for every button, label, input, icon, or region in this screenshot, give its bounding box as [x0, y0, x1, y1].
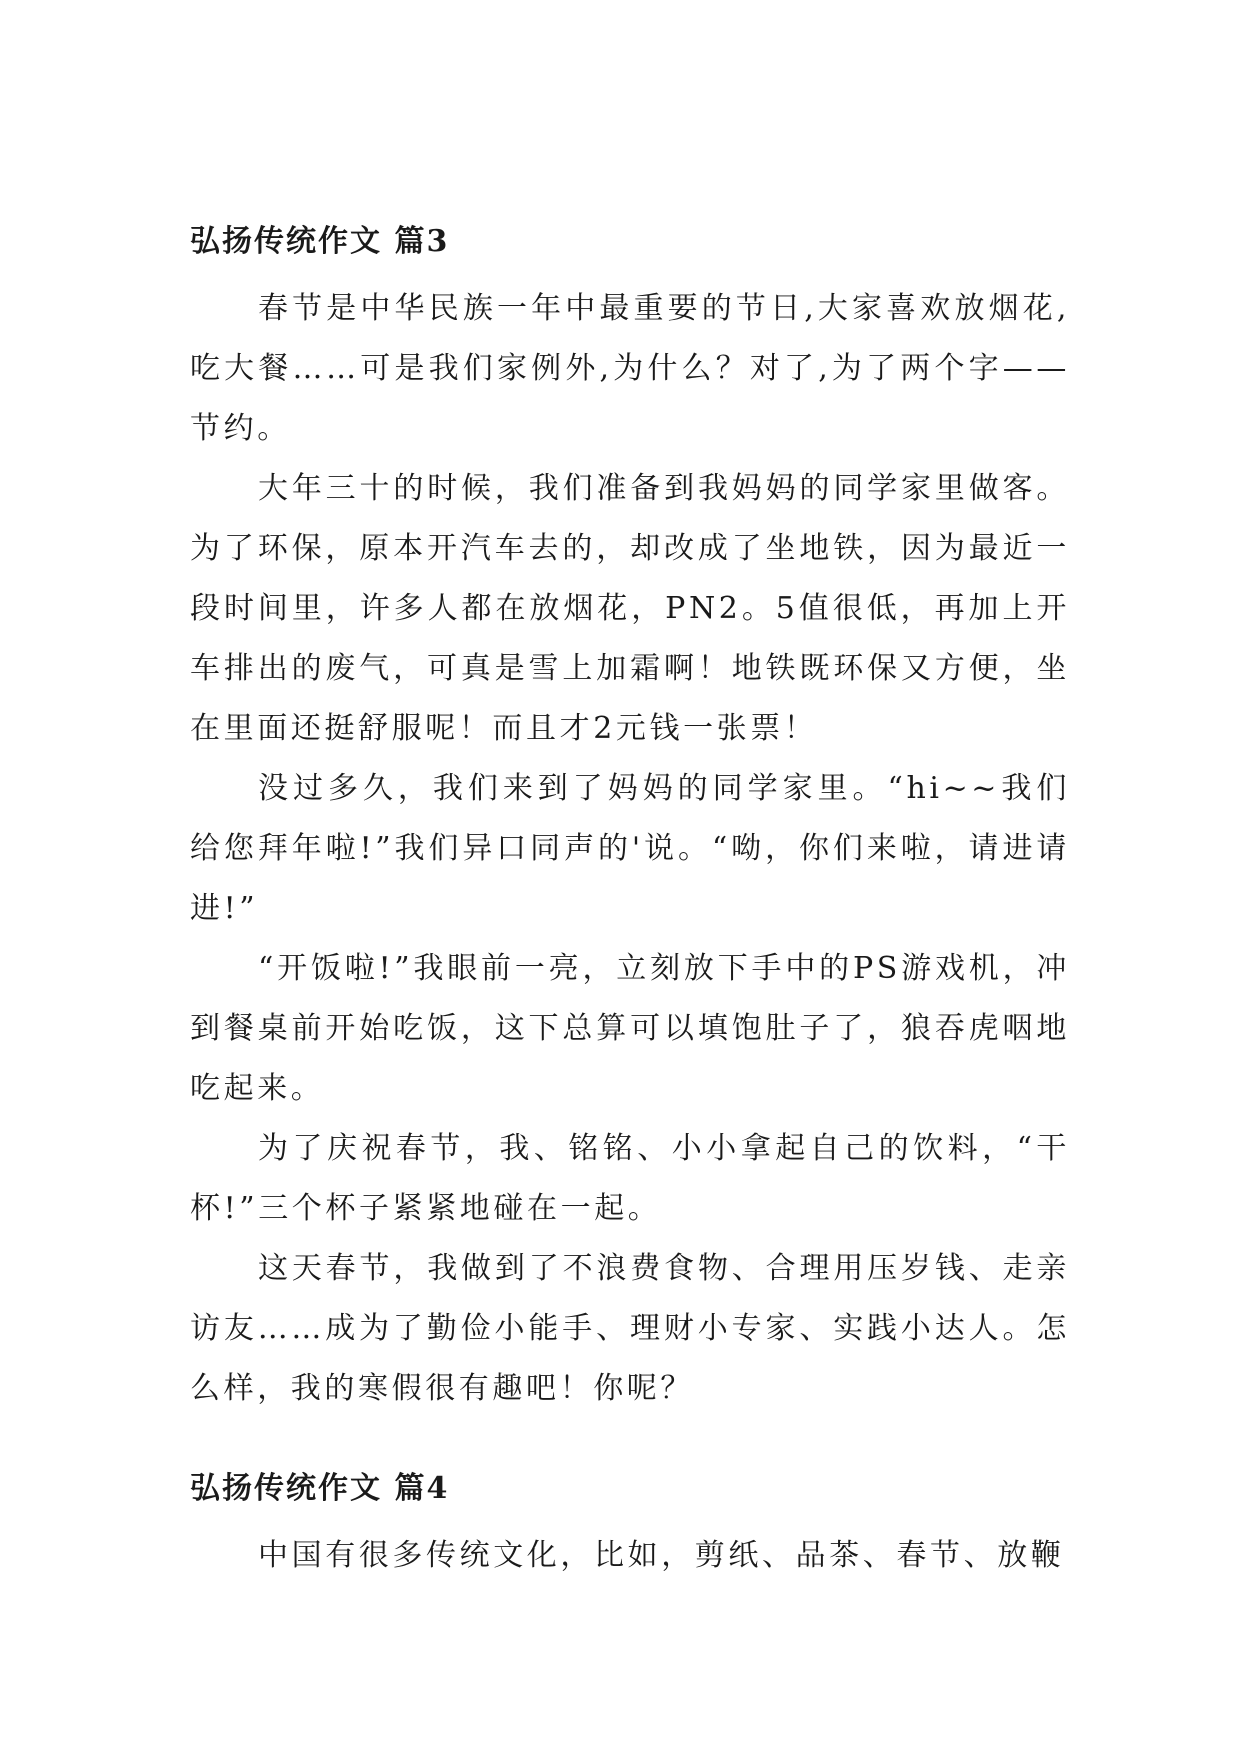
document-body — [190, 220, 1070, 1586]
paragraph: “开饭啦!”我眼前一亮，立刻放下手中的PS游戏机，冲到餐桌前开始吃饭，这下总算可以填饱肚子了，狼吞虎咽地吃起来。 — [190, 951, 1070, 1106]
essay-title: 弘扬传统作文 篇4 — [190, 1471, 450, 1506]
essay-section-4 — [190, 1467, 1070, 1586]
paragraph: 大年三十的时候，我们准备到我妈妈的同学家里做客。为了环保，原本开汽车去的，却改成了坐地铁，因为最近一段时间里，许多人都在放烟花，PN2。5值很低，再加上开车排出的废气，可真是雪上加霜啊！地铁既环保又方便，坐在里面还挺舒服呢！而且才2元钱一张票！ — [190, 471, 1070, 746]
essay-section-3 — [190, 220, 1070, 1419]
essay-title: 弘扬传统作文 篇3 — [190, 224, 450, 259]
paragraph: 这天春节，我做到了不浪费食物、合理用压岁钱、走亲访友……成为了勤俭小能手、理财小专家、实践小达人。怎么样，我的寒假很有趣吧！你呢？ — [190, 1251, 1070, 1406]
paragraph: 为了庆祝春节，我、铭铭、小小拿起自己的饮料，“干杯!”三个杯子紧紧地碰在一起。 — [190, 1131, 1070, 1226]
paragraph: 春节是中华民族一年中最重要的节日,大家喜欢放烟花,吃大餐……可是我们家例外,为什么？对了,为了两个字——节约。 — [190, 291, 1070, 446]
paragraph: 中国有很多传统文化，比如，剪纸、品茶、春节、放鞭 — [258, 1538, 1065, 1573]
section-spacer — [190, 1419, 1070, 1467]
paragraph: 没过多久，我们来到了妈妈的同学家里。“hi~~我们给您拜年啦!”我们异口同声的'说。“呦，你们来啦，请进请进!” — [190, 771, 1070, 926]
